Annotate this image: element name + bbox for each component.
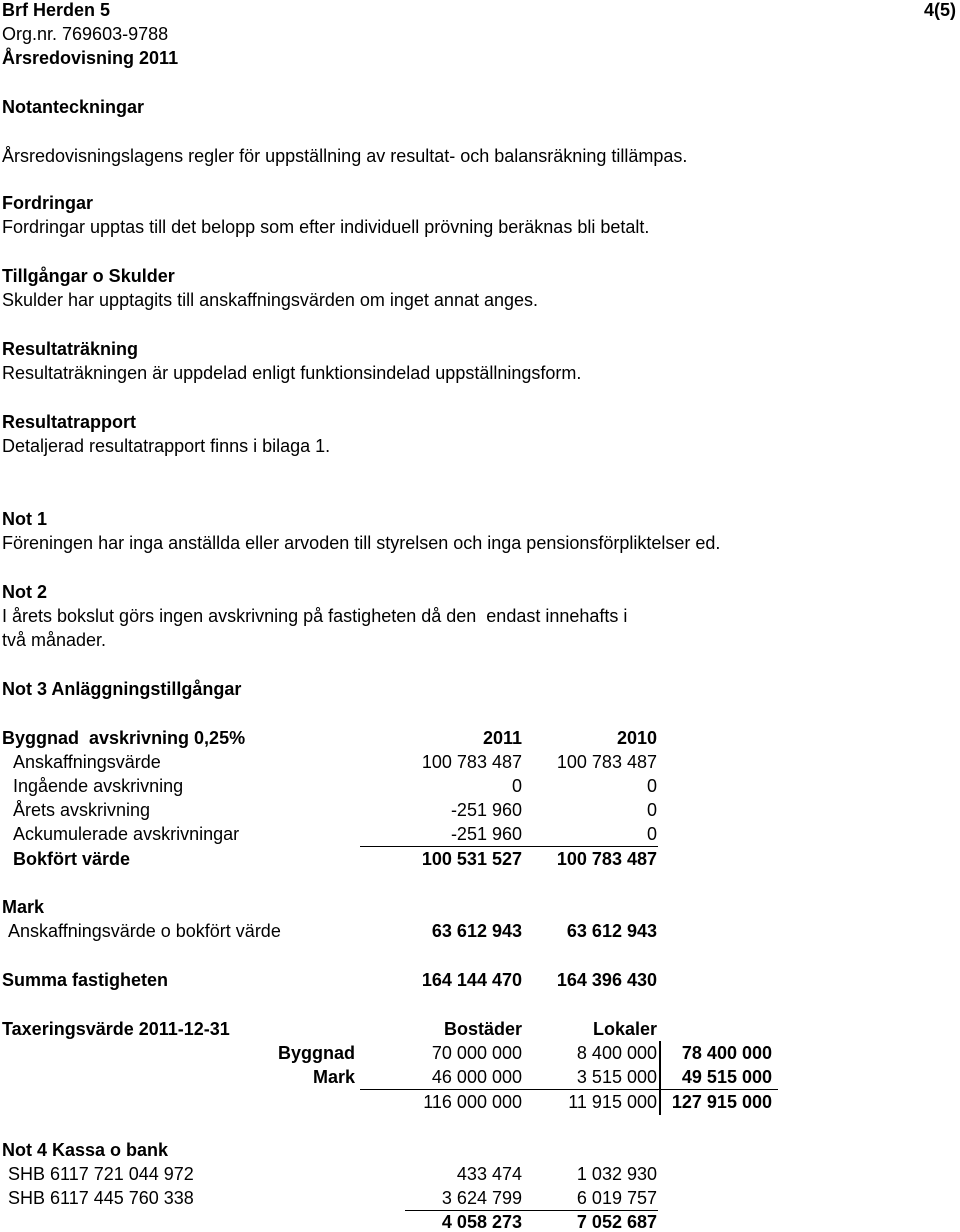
- tax-row-value-lokaler: 3 515 000: [576, 1067, 657, 1087]
- tax-sum-divider: [659, 1041, 661, 1115]
- mark-heading: Mark: [2, 897, 45, 917]
- tax-row-value-lokaler: 8 400 000: [576, 1043, 657, 1063]
- bank-account-value-2010: 6 019 757: [576, 1188, 657, 1208]
- building-row-label: Ackumulerade avskrivningar: [13, 824, 240, 844]
- building-row-value-2011: 100 783 487: [421, 752, 522, 772]
- not1-text: Föreningen har inga anställda eller arvoden till styrelsen och inga pensionsförpliktelser ed.: [2, 533, 721, 553]
- tax-subtotal-rule: [360, 1089, 778, 1090]
- company-name: Brf Herden 5: [2, 0, 111, 20]
- building-label: Byggnad avskrivning 0,25%: [2, 728, 246, 748]
- tax-row-value-bostader: 70 000 000: [431, 1043, 522, 1063]
- mark-label: Anskaffningsvärde o bokfört värde: [8, 921, 281, 941]
- notes-title: Notanteckningar: [2, 97, 145, 117]
- bank-total-rule: [405, 1210, 658, 1211]
- building-row-value-2011: -251 960: [450, 800, 522, 820]
- section-heading-fordringar: Fordringar: [2, 193, 94, 213]
- section-heading-resultatrakning: Resultaträkning: [2, 339, 139, 359]
- tax-total-lokaler: 11 915 000: [568, 1092, 657, 1112]
- not3-heading: Not 3 Anläggningstillgångar: [2, 679, 242, 699]
- section-heading-resultatrapport: Resultatrapport: [2, 412, 137, 432]
- tax-col-lokaler: Lokaler: [592, 1019, 657, 1039]
- bank-total-2010: 7 052 687: [576, 1212, 657, 1232]
- building-row-value-2010: 0: [646, 800, 657, 820]
- tax-row-label: Mark: [312, 1067, 355, 1087]
- col-2011: 2011: [482, 728, 522, 748]
- org-number: Org.nr. 769603-9788: [2, 24, 169, 44]
- section-heading-tillgangar: Tillgångar o Skulder: [2, 266, 175, 286]
- summa-label: Summa fastigheten: [2, 970, 169, 990]
- building-row-value-2011: -251 960: [450, 824, 522, 844]
- section-text-resultatrakning: Resultaträkningen är uppdelad enligt funktionsindelad uppställningsform.: [2, 363, 582, 383]
- summa-value-2010: 164 396 430: [556, 970, 657, 990]
- building-row-value-2010: 0: [646, 824, 657, 844]
- not1-heading: Not 1: [2, 509, 47, 529]
- bank-account-label: SHB 6117 445 760 338: [8, 1188, 194, 1208]
- page-number: 4(5): [923, 0, 956, 20]
- bank-account-value-2011: 3 624 799: [441, 1188, 522, 1208]
- building-row-label: Anskaffningsvärde: [13, 752, 161, 772]
- tax-row-sum: 49 515 000: [681, 1067, 772, 1087]
- building-row-label: Ingående avskrivning: [13, 776, 184, 796]
- booked-value-2010: 100 783 487: [556, 849, 657, 869]
- not2-heading: Not 2: [2, 582, 47, 602]
- building-row-value-2010: 0: [646, 776, 657, 796]
- booked-value-2011: 100 531 527: [421, 849, 522, 869]
- bank-account-value-2010: 1 032 930: [576, 1164, 657, 1184]
- col-2010: 2010: [616, 728, 657, 748]
- bank-total-2011: 4 058 273: [441, 1212, 522, 1232]
- subtotal-rule: [360, 846, 658, 847]
- section-text-resultatrapport: Detaljerad resultatrapport finns i bilaga 1.: [2, 436, 331, 456]
- tax-row-value-bostader: 46 000 000: [431, 1067, 522, 1087]
- not2-text-line2: två månader.: [2, 630, 107, 650]
- mark-value-2011: 63 612 943: [431, 921, 522, 941]
- bank-account-label: SHB 6117 721 044 972: [8, 1164, 194, 1184]
- mark-value-2010: 63 612 943: [566, 921, 657, 941]
- tax-row-label: Byggnad: [277, 1043, 355, 1063]
- intro-text: Årsredovisningslagens regler för uppställning av resultat- och balansräkning tillämpas.: [2, 146, 688, 166]
- section-text-fordringar: Fordringar upptas till det belopp som efter individuell prövning beräknas bli betalt.: [2, 217, 650, 237]
- bank-account-value-2011: 433 474: [456, 1164, 522, 1184]
- booked-value-label: Bokfört värde: [13, 849, 131, 869]
- summa-value-2011: 164 144 470: [421, 970, 522, 990]
- tax-total-sum: 127 915 000: [671, 1092, 772, 1112]
- tax-label: Taxeringsvärde 2011-12-31: [2, 1019, 230, 1039]
- tax-row-sum: 78 400 000: [681, 1043, 772, 1063]
- section-text-tillgangar: Skulder har upptagits till anskaffningsvärden om inget annat anges.: [2, 290, 539, 310]
- tax-col-bostader: Bostäder: [443, 1019, 522, 1039]
- tax-total-bostader: 116 000 000: [423, 1092, 522, 1112]
- building-row-value-2011: 0: [511, 776, 522, 796]
- report-title: Årsredovisning 2011: [2, 48, 179, 68]
- building-row-label: Årets avskrivning: [13, 800, 151, 820]
- building-row-value-2010: 100 783 487: [556, 752, 657, 772]
- not2-text-line1: I årets bokslut görs ingen avskrivning på fastigheten då den endast innehafts i: [2, 606, 628, 626]
- not4-heading: Not 4 Kassa o bank: [2, 1140, 169, 1160]
